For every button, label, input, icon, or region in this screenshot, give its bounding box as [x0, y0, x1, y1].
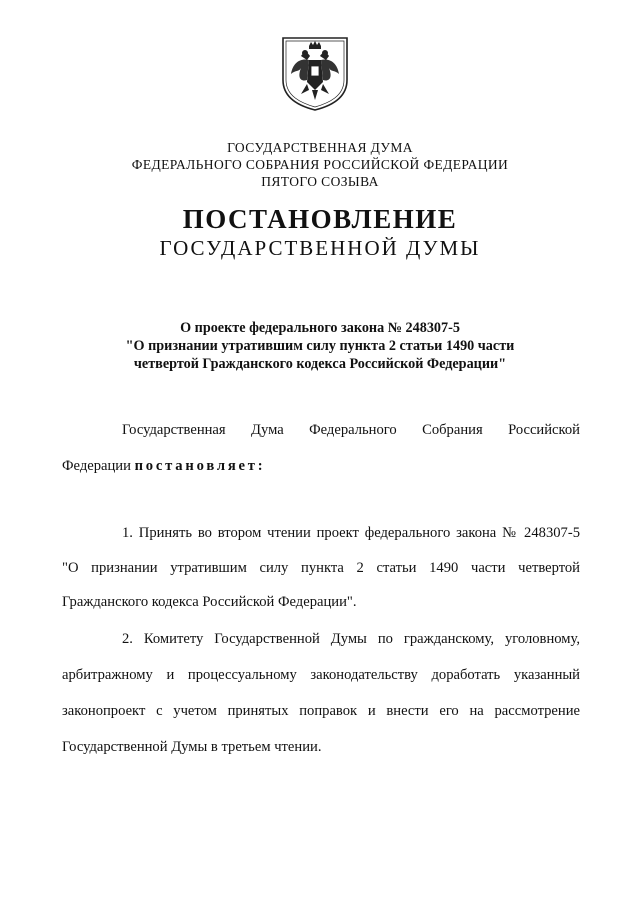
header-line-3: ПЯТОГО СОЗЫВА [261, 174, 379, 189]
item-1-line-3: Гражданского кодекса Российской Федерации". [62, 594, 357, 610]
item-2-line-1: 2. Комитету Государственной Думы по гражданскому, уголовному, [122, 631, 580, 647]
item-2-line-2: арбитражному и процессуальному законодательству доработать указанный [62, 667, 580, 683]
preamble-start: Федерации [62, 458, 135, 474]
document-title: ПОСТАНОВЛЕНИЕ [182, 204, 458, 234]
item-1-line-2: "О признании утратившим силу пункта 2 статьи 1490 части четвертой [62, 560, 580, 576]
item-2-line-4: Государственной Думы в третьем чтении. [62, 739, 322, 755]
coat-of-arms-emblem [279, 34, 351, 112]
item-1-line-1: 1. Принять во втором чтении проект федерального закона № 248307-5 [122, 525, 580, 541]
decree-word: постановляет: [134, 458, 266, 474]
header-line-2: ФЕДЕРАЛЬНОГО СОБРАНИЯ РОССИЙСКОЙ ФЕДЕРАЦИИ [131, 157, 509, 172]
about-line-3: четвертой Гражданского кодекса Российской Федерации" [133, 356, 507, 372]
item-2-line-3: законопроект с учетом принятых поправок и внести его на рассмотрение [62, 703, 580, 719]
preamble-line-1: Государственная Дума Федерального Собрания Российской [122, 422, 580, 438]
header-line-1: ГОСУДАРСТВЕННАЯ ДУМА [227, 140, 413, 155]
preamble-line-2 [62, 458, 580, 475]
about-line-1: О проекте федерального закона № 248307-5 [180, 320, 460, 336]
document-subtitle: ГОСУДАРСТВЕННОЙ ДУМЫ [159, 236, 481, 260]
about-line-2: "О признании утратившим силу пункта 2 статьи 1490 части [125, 338, 515, 354]
